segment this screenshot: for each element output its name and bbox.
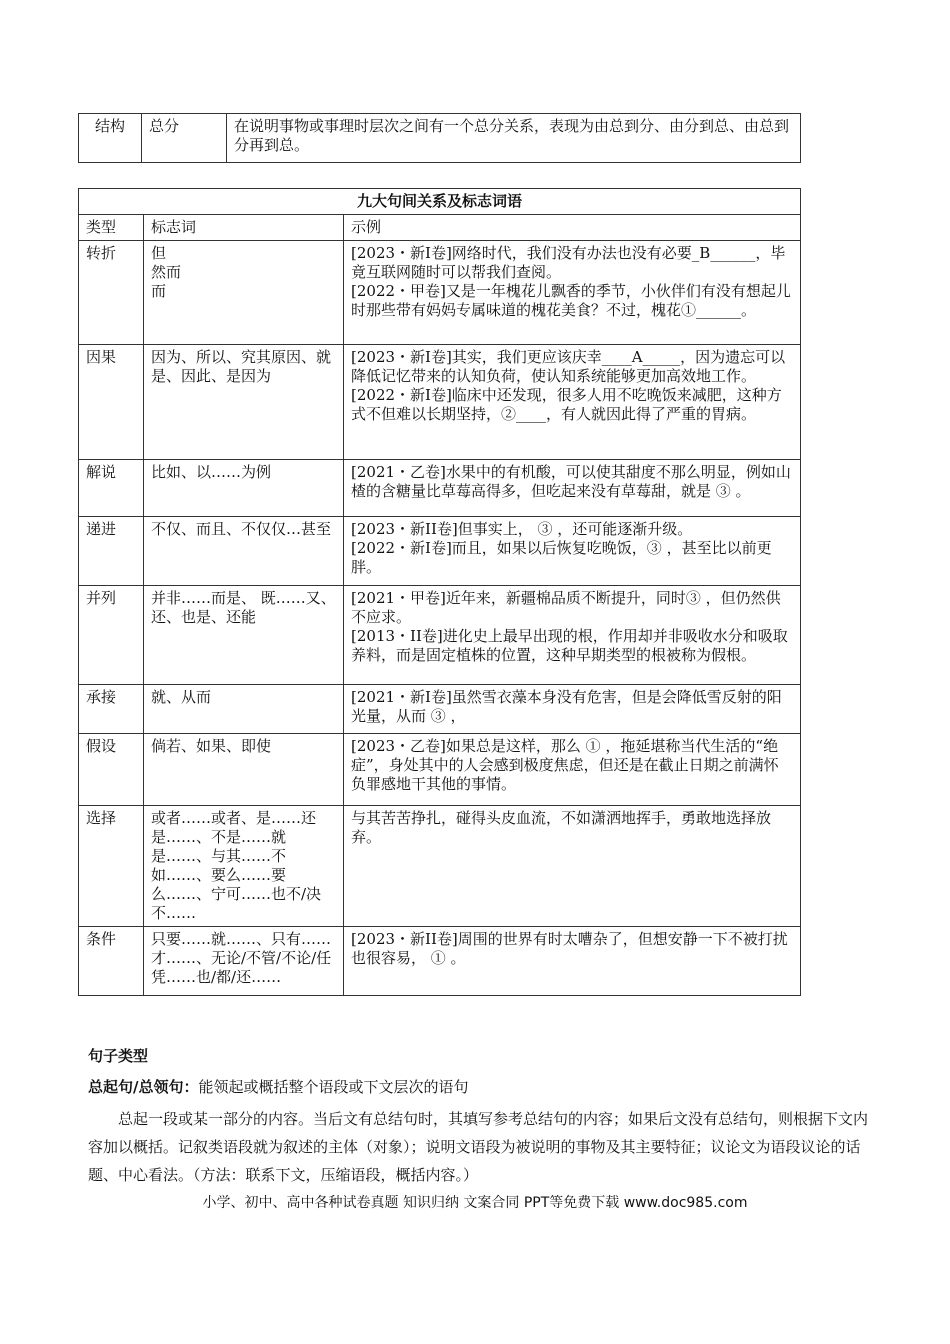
relation-examples — [344, 685, 801, 734]
section-heading: 句子类型 — [88, 1047, 149, 1065]
definition-label: 总起句/总领句： — [88, 1078, 199, 1096]
notes-section — [88, 1045, 868, 1189]
header-markers: 标志词 — [144, 215, 344, 241]
table-row — [79, 806, 801, 927]
relation-type: 选择 — [79, 806, 144, 927]
structure-label: 结构 — [79, 114, 142, 163]
relation-markers: 因为、所以、究其原因、就是、因此、是因为 — [144, 345, 344, 460]
example-sentence: [2022・新Ⅰ卷]临床中还发现，很多人用不吃晚饭来减肥，这种方式不但难以长期坚持，②____，有人就因此得了严重的胃病。 — [351, 386, 782, 423]
footer-text: 小学、初中、高中各种试卷真题 知识归纳 文案合同 PPT等免费下载 www.doc985.com — [202, 1195, 748, 1211]
relation-type: 条件 — [79, 927, 144, 996]
relation-type: 因果 — [79, 345, 144, 460]
relation-type: 转折 — [79, 241, 144, 345]
header-examples: 示例 — [344, 215, 801, 241]
relation-markers: 比如、以……为例 — [144, 460, 344, 517]
example-sentence: [2021・甲卷]近年来，新疆棉品质不断提升，同时③ ，但仍然供不应求。 — [351, 589, 781, 626]
relation-examples — [344, 927, 801, 996]
relation-examples — [344, 517, 801, 586]
example-sentence: [2022・甲卷]又是一年槐花儿飘香的季节，小伙伴们有没有想起儿时那些带有妈妈专属味道的槐花美食？不过，槐花①______。 — [351, 282, 791, 319]
example-sentence: [2023・乙卷]如果总是这样，那么 ① ，拖延堪称当代生活的“绝症”，身处其中的人会感到极度焦虑，但还是在截止日期之前满怀负罪感地干其他的事情。 — [351, 737, 779, 793]
relation-examples — [344, 586, 801, 685]
example-sentence: [2023・新Ⅰ卷]网络时代，我们没有办法也没有必要_B______，毕竟互联网随时可以帮我们查阅。 — [351, 244, 786, 281]
relation-markers: 但 然而 而 — [144, 241, 344, 345]
example-sentence: [2023・新Ⅰ卷]其实，我们更应该庆幸____A_____，因为遗忘可以降低记忆带来的认知负荷，使认知系统能够更加高效地工作。 — [351, 348, 786, 385]
relation-type: 解说 — [79, 460, 144, 517]
relation-markers: 只要……就……、只有……才……、无论/不管/不论/任凭……也/都/还…… — [144, 927, 344, 996]
relation-markers: 倘若、如果、即使 — [144, 734, 344, 806]
example-sentence: [2021・新Ⅰ卷]虽然雪衣藻本身没有危害，但是会降低雪反射的阳光量，从而 ③ ， — [351, 688, 782, 725]
example-sentence: [2023・新II卷]周围的世界有时太嘈杂了，但想安静一下不被打扰也很容易， ① 。 — [351, 930, 788, 967]
relation-type: 承接 — [79, 685, 144, 734]
relation-examples — [344, 345, 801, 460]
relation-examples — [344, 734, 801, 806]
header-type: 类型 — [79, 215, 144, 241]
example-sentence: [2021・乙卷]水果中的有机酸，可以使其甜度不那么明显，例如山楂的含糖量比草莓高得多，但吃起来没有草莓甜，就是 ③ 。 — [351, 463, 791, 500]
table-row — [79, 460, 801, 517]
example-sentence: 与其苦苦挣扎，碰得头皮血流，不如潇洒地挥手，勇敢地选择放弃。 — [351, 809, 772, 846]
table-row — [79, 345, 801, 460]
relation-markers: 并非……而是、 既……又、还、也是、还能 — [144, 586, 344, 685]
relation-markers: 就、从而 — [144, 685, 344, 734]
structure-table — [78, 113, 801, 163]
table-row — [79, 927, 801, 996]
structure-desc: 在说明事物或事理时层次之间有一个总分关系，表现为由总到分、由分到总、由总到分再到总。 — [227, 114, 801, 163]
table-row — [79, 685, 801, 734]
relation-examples — [344, 806, 801, 927]
table-row — [79, 241, 801, 345]
example-sentence: [2022・新Ⅰ卷]而且，如果以后恢复吃晚饭，③ ，甚至比以前更胖。 — [351, 539, 772, 576]
relation-examples — [344, 460, 801, 517]
table-row — [79, 586, 801, 685]
example-sentence: [2013・II卷]进化史上最早出现的根，作用却并非吸收水分和吸取养料，而是固定植株的位置，这种早期类型的根被称为假根。 — [351, 627, 788, 664]
relation-markers: 不仅、而且、不仅仅…甚至 — [144, 517, 344, 586]
example-sentence: [2023・新II卷]但事实上， ③ ，还可能逐渐升级。 — [351, 520, 693, 538]
relations-table — [78, 188, 801, 996]
table-caption: 九大句间关系及标志词语 — [79, 189, 801, 215]
relation-examples — [344, 241, 801, 345]
definition-text: 能领起或概括整个语段或下文层次的语句 — [198, 1078, 469, 1096]
table-header-row — [79, 215, 801, 241]
relation-type: 递进 — [79, 517, 144, 586]
relation-markers: 或者……或者、是……还是……、不是……就是……、与其……不如……、要么……要么……、宁可……也不/决不…… — [144, 806, 344, 927]
structure-type: 总分 — [142, 114, 227, 163]
definition-line — [88, 1076, 868, 1097]
explanation-paragraph: 总起一段或某一部分的内容。当后文有总结句时，其填写参考总结句的内容；如果后文没有总结句，则根据下文内容加以概括。记叙类语段就为叙述的主体（对象）；说明文语段为被说明的事物及其主要特征；议论文为语段议论的话题、中心看法。（方法：联系下文，压缩语段，概括内容。） — [88, 1110, 869, 1184]
table-row — [79, 734, 801, 806]
table-caption-row — [79, 189, 801, 215]
relation-type: 假设 — [79, 734, 144, 806]
relation-type: 并列 — [79, 586, 144, 685]
table-row — [79, 114, 801, 163]
table-row — [79, 517, 801, 586]
